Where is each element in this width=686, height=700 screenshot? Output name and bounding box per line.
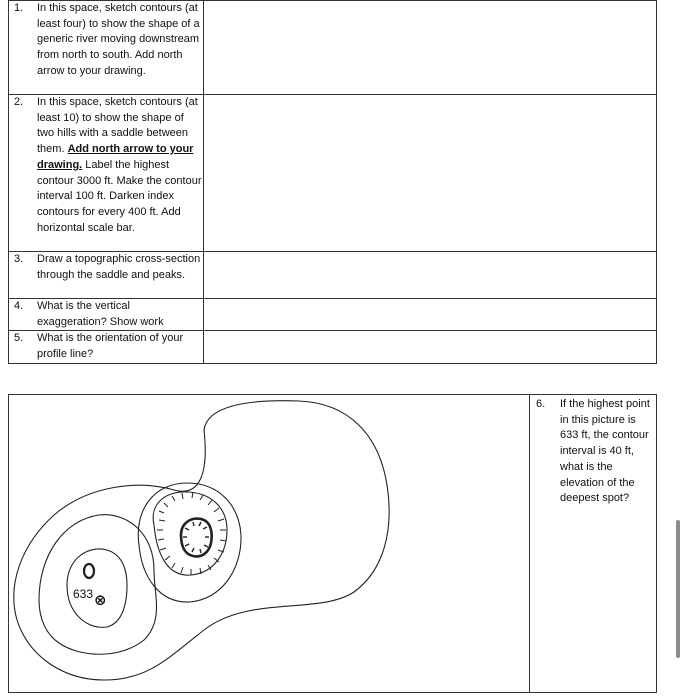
question-text: Draw a topographic cross-section through the saddle and peaks. <box>37 253 201 281</box>
question-number: 5. <box>14 332 24 344</box>
contour-line-outer <box>14 401 389 680</box>
contour-line-middle <box>39 515 157 655</box>
question-text-part: Label the highest contour 3000 ft. Make the contour interval 100 ft. Darken index contours for every 400 ft. Add horizontal scale bar. <box>37 158 202 234</box>
column-divider <box>203 0 204 364</box>
questions-table <box>8 0 657 364</box>
question-number: 2. <box>14 96 24 108</box>
question-text: In this space, sketch contours (at least four) to show the shape of a generic river moving downstream from north to south. Add north arrow to your drawing. <box>37 2 200 77</box>
question-text: What is the vertical exaggeration? Show work <box>37 300 164 328</box>
contour-map <box>9 395 529 692</box>
summit-circle <box>84 564 94 578</box>
question-number: 1. <box>14 2 24 14</box>
spot-elevation-label: 633 <box>73 587 94 601</box>
question-text-part: In this space, sketch contours (at least 10) to show the shape of two hills with a saddle between them. <box>37 96 198 156</box>
inner-hachure-ticks <box>183 522 209 553</box>
column-divider <box>529 394 530 693</box>
depression-contour <box>153 492 227 575</box>
table-border-bottom <box>8 363 657 364</box>
question-number: 4. <box>14 300 24 312</box>
table-border-right <box>656 0 657 364</box>
table-border-left <box>8 0 9 364</box>
question-text <box>37 95 202 236</box>
question-6-text: If the highest point in this picture is 633 ft, the contour interval is 40 ft, what is the elevation of the deepest spot? <box>560 398 650 505</box>
question-emphasis: Add north arrow to your drawing. <box>37 143 194 171</box>
spot-height-symbol: ⊗ <box>94 591 107 609</box>
question-number: 3. <box>14 253 24 265</box>
question-number: 6. <box>536 398 546 410</box>
scrollbar-thumb[interactable] <box>676 520 680 658</box>
question-text: What is the orientation of your profile line? <box>37 332 184 360</box>
